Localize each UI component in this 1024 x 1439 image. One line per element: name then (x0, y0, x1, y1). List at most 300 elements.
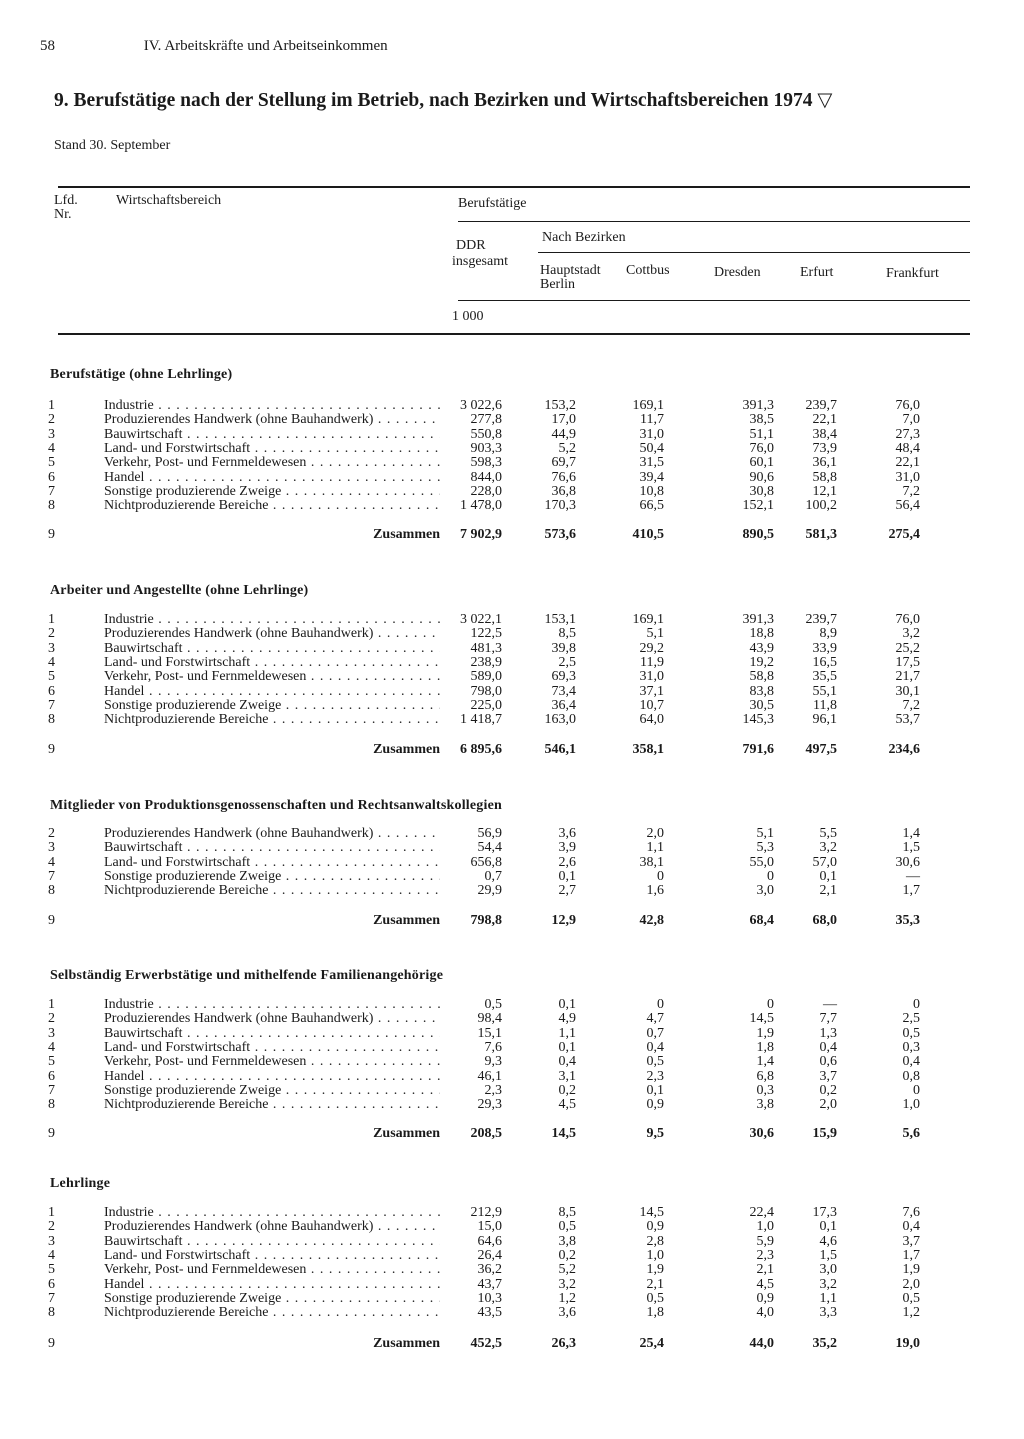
cell-value: 90,6 (749, 469, 774, 485)
cell-value: 76,0 (895, 398, 920, 413)
row-label: Sonstige produzierende Zweige . . . (104, 870, 440, 884)
cell-value: 153,2 (544, 398, 576, 413)
cell-value: 36,1 (812, 455, 837, 471)
row-number: 4 (48, 440, 55, 456)
total-value: 14,5 (551, 1126, 576, 1141)
cell-value: 3,9 (558, 840, 576, 856)
cell-value: 0,4 (558, 1054, 576, 1070)
row-label: Sonstige produzierende Zweige . . . (104, 1084, 440, 1098)
header-frankfurt: Frankfurt (886, 266, 939, 281)
header-wirtschaftsbereich: Wirtschaftsbereich (116, 193, 222, 208)
cell-value: 277,8 (470, 412, 502, 428)
total-label: Zusammen (373, 913, 440, 928)
cell-value: 163,0 (544, 712, 576, 728)
cell-value: 550,8 (470, 426, 502, 442)
row-number: 2 (48, 412, 55, 428)
row-number: 7 (48, 483, 55, 499)
cell-value: 6,8 (756, 1068, 774, 1084)
cell-value: 11,7 (640, 412, 664, 428)
cell-value: 238,9 (470, 654, 502, 670)
cell-value: 2,8 (646, 1233, 664, 1249)
cell-value: 1,4 (756, 1054, 774, 1070)
table-row (0, 656, 1000, 670)
table-row (0, 856, 1000, 870)
cell-value: 2,1 (819, 883, 837, 899)
cell-value: 33,9 (812, 640, 837, 656)
cell-value: 228,0 (470, 483, 502, 499)
cell-value: 55,1 (812, 683, 837, 699)
cell-value: 57,0 (812, 854, 837, 870)
cell-value: 76,0 (895, 612, 920, 627)
row-number: 5 (48, 669, 55, 685)
cell-value: 1,6 (646, 883, 664, 899)
cell-value: 0 (913, 1082, 920, 1098)
cell-value: 11,8 (813, 697, 837, 713)
cell-value: 31,5 (639, 455, 664, 471)
cell-value: 903,3 (470, 440, 502, 456)
total-value: 25,4 (639, 1336, 664, 1351)
row-label: Verkehr, Post- und Fernmeldewesen . . . (104, 1055, 440, 1069)
cell-value: 5,9 (756, 1233, 774, 1249)
cell-value: 1,7 (902, 1247, 920, 1263)
row-number: 7 (48, 1082, 55, 1098)
cell-value: 152,1 (742, 498, 774, 514)
cell-value: 798,0 (470, 683, 502, 699)
cell-value: 1 418,7 (460, 712, 502, 728)
total-row (0, 1127, 1000, 1141)
header-hauptstadt: Hauptstadt (540, 263, 601, 278)
cell-value: 22,1 (895, 455, 920, 471)
row-label: Bauwirtschaft . . . (104, 642, 440, 656)
total-value: 410,5 (632, 527, 664, 542)
total-value: 7 902,9 (460, 527, 502, 542)
row-number: 9 (48, 913, 55, 928)
cell-value: 31,0 (639, 669, 664, 685)
section-title: Arbeiter und Angestellte (ohne Lehrlinge) (50, 583, 309, 598)
cell-value: 4,9 (558, 1011, 576, 1027)
cell-value: 2,3 (756, 1247, 774, 1263)
cell-value: 76,6 (551, 469, 576, 485)
cell-value: 46,1 (477, 1068, 502, 1084)
cell-value: 0,9 (646, 1097, 664, 1113)
cell-value: 5,1 (646, 626, 664, 642)
cell-value: 3,0 (819, 1262, 837, 1278)
cell-value: 50,4 (639, 440, 664, 456)
cell-value: 38,1 (639, 854, 664, 870)
cell-value: 0,4 (819, 1039, 837, 1055)
row-number: 1 (48, 398, 55, 413)
cell-value: 0,1 (819, 1219, 837, 1235)
table-row (0, 998, 1000, 1012)
row-number: 8 (48, 1305, 55, 1321)
row-number: 3 (48, 1233, 55, 1249)
cell-value: 38,5 (749, 412, 774, 428)
cell-value: 3,1 (558, 1068, 576, 1084)
row-label: Sonstige produzierende Zweige . . . (104, 699, 440, 713)
cell-value: 3,2 (819, 840, 837, 856)
row-label: Bauwirtschaft . . . (104, 1027, 440, 1041)
row-number: 1 (48, 612, 55, 627)
cell-value: 31,0 (639, 426, 664, 442)
row-number: 6 (48, 469, 55, 485)
total-label: Zusammen (373, 1126, 440, 1141)
cell-value: 1,5 (902, 840, 920, 856)
cell-value: 5,2 (558, 440, 576, 456)
table-row (0, 713, 1000, 727)
cell-value: 4,5 (558, 1097, 576, 1113)
row-number: 8 (48, 712, 55, 728)
table-title: 9. Berufstätige nach der Stellung im Betrieb, nach Bezirken und Wirtschaftsbereichen 1974 ▽ (54, 90, 833, 111)
cell-value: 2,0 (646, 826, 664, 841)
cell-value: 66,5 (639, 498, 664, 514)
cell-value: 48,4 (895, 440, 920, 456)
cell-value: 58,8 (749, 669, 774, 685)
cell-value: 3,2 (819, 1276, 837, 1292)
cell-value: 64,0 (639, 712, 664, 728)
header-nach-bezirken: Nach Bezirken (542, 230, 626, 245)
total-value: 44,0 (749, 1336, 774, 1351)
cell-value: 5,2 (558, 1262, 576, 1278)
cell-value: 2,5 (558, 654, 576, 670)
table-row (0, 1220, 1000, 1234)
row-number: 1 (48, 1205, 55, 1220)
cell-value: 14,5 (639, 1205, 664, 1220)
total-value: 275,4 (888, 527, 920, 542)
cell-value: 0,6 (819, 1054, 837, 1070)
header-mid-rule (458, 300, 970, 301)
row-number: 6 (48, 1276, 55, 1292)
cell-value: 2,1 (756, 1262, 774, 1278)
row-number: 8 (48, 1097, 55, 1113)
row-number: 2 (48, 1011, 55, 1027)
cell-value: 0,7 (646, 1025, 664, 1041)
cell-value: 30,1 (895, 683, 920, 699)
table-row (0, 1263, 1000, 1277)
total-value: 15,9 (812, 1126, 837, 1141)
cell-value: 589,0 (470, 669, 502, 685)
table-row (0, 1235, 1000, 1249)
row-label: Land- und Forstwirtschaft . . . (104, 1249, 440, 1263)
cell-value: 98,4 (477, 1011, 502, 1027)
total-label: Zusammen (373, 1336, 440, 1351)
cell-value: 17,3 (812, 1205, 837, 1220)
cell-value: 30,8 (749, 483, 774, 499)
cell-value: 27,3 (895, 426, 920, 442)
row-label: Handel . . . (104, 471, 440, 485)
total-label: Zusammen (373, 527, 440, 542)
cell-value: 0,5 (902, 1290, 920, 1306)
total-value: 497,5 (805, 742, 837, 757)
row-number: 7 (48, 1290, 55, 1306)
table-row (0, 670, 1000, 684)
row-number: 8 (48, 883, 55, 899)
cell-value: 35,5 (812, 669, 837, 685)
cell-value: 43,5 (477, 1305, 502, 1321)
cell-value: 3,3 (819, 1305, 837, 1321)
cell-value: 37,1 (639, 683, 664, 699)
cell-value: 5,3 (756, 840, 774, 856)
total-value: 68,0 (812, 913, 837, 928)
row-label: Land- und Forstwirtschaft . . . (104, 856, 440, 870)
total-value: 798,8 (470, 913, 502, 928)
cell-value: 1,2 (902, 1305, 920, 1321)
row-number: 9 (48, 1336, 55, 1351)
row-label: Industrie . . . (104, 399, 440, 413)
row-number: 8 (48, 498, 55, 514)
table-row (0, 413, 1000, 427)
cell-value: 83,8 (749, 683, 774, 699)
row-number: 6 (48, 683, 55, 699)
page-number: 58 (40, 38, 55, 54)
total-value: 208,5 (470, 1126, 502, 1141)
cell-value: 22,1 (812, 412, 837, 428)
table-row (0, 1041, 1000, 1055)
row-number: 5 (48, 455, 55, 471)
cell-value: 3,8 (756, 1097, 774, 1113)
row-label: Sonstige produzierende Zweige . . . (104, 485, 440, 499)
row-label: Industrie . . . (104, 1206, 440, 1220)
total-value: 6 895,6 (460, 742, 502, 757)
cell-value: 0,4 (902, 1054, 920, 1070)
header-lfd: Lfd. (54, 193, 78, 208)
row-number: 5 (48, 1262, 55, 1278)
running-header (40, 38, 388, 55)
cell-value: 391,3 (742, 612, 774, 627)
row-number: 2 (48, 1219, 55, 1235)
row-number: 6 (48, 1068, 55, 1084)
cell-value: 7,0 (902, 412, 920, 428)
table-row (0, 870, 1000, 884)
section-title: Berufstätige (ohne Lehrlinge) (50, 367, 233, 382)
table-row (0, 1084, 1000, 1098)
cell-value: 0 (657, 997, 664, 1012)
cell-value: 22,4 (749, 1205, 774, 1220)
cell-value: 239,7 (805, 612, 837, 627)
cell-value: 145,3 (742, 712, 774, 728)
cell-value: 2,0 (902, 1276, 920, 1292)
cell-value: 2,1 (646, 1276, 664, 1292)
total-row (0, 1337, 1000, 1351)
total-value: 791,6 (742, 742, 774, 757)
cell-value: 29,2 (639, 640, 664, 656)
row-number: 2 (48, 826, 55, 841)
cell-value: 2,3 (484, 1082, 502, 1098)
total-value: 30,6 (749, 1126, 774, 1141)
section-title: Mitglieder von Produktionsgenossenschaften und Rechtsanwaltskollegien (50, 798, 502, 813)
header-cottbus: Cottbus (626, 263, 670, 278)
cell-value: 7,2 (902, 483, 920, 499)
row-number: 3 (48, 840, 55, 856)
cell-value: 3,7 (902, 1233, 920, 1249)
cell-value: 0,1 (819, 868, 837, 884)
cell-value: 1,7 (902, 883, 920, 899)
cell-value: 9,3 (484, 1054, 502, 1070)
row-label: Produzierendes Handwerk (ohne Bauhandwerk) . . . (104, 1012, 440, 1026)
table-subtitle: Stand 30. September (54, 138, 171, 153)
section-title: Lehrlinge (50, 1176, 111, 1191)
cell-value: 1,1 (819, 1290, 837, 1306)
cell-value: 0,5 (558, 1219, 576, 1235)
cell-value: 14,5 (749, 1011, 774, 1027)
cell-value: 69,7 (551, 455, 576, 471)
row-label: Bauwirtschaft . . . (104, 841, 440, 855)
cell-value: 19,2 (749, 654, 774, 670)
berufstaetige-rule (458, 221, 970, 222)
row-label: Bauwirtschaft . . . (104, 1235, 440, 1249)
cell-value: 7,7 (819, 1011, 837, 1027)
cell-value: 15,0 (477, 1219, 502, 1235)
table-row (0, 1055, 1000, 1069)
row-label: Land- und Forstwirtschaft . . . (104, 1041, 440, 1055)
cell-value: 1 478,0 (460, 498, 502, 514)
header-erfurt: Erfurt (800, 265, 834, 280)
cell-value: 1,0 (756, 1219, 774, 1235)
total-value: 68,4 (749, 913, 774, 928)
cell-value: 100,2 (805, 498, 837, 514)
cell-value: 1,8 (646, 1305, 664, 1321)
cell-value: 0,7 (484, 868, 502, 884)
table-row (0, 428, 1000, 442)
cell-value: 30,6 (895, 854, 920, 870)
chapter-title: IV. Arbeitskräfte und Arbeitseinkommen (143, 38, 388, 54)
row-label: Nichtproduzierende Bereiche . . . (104, 1306, 440, 1320)
cell-value: 1,3 (819, 1025, 837, 1041)
row-number: 4 (48, 854, 55, 870)
cell-value: 4,0 (756, 1305, 774, 1321)
cell-value: 96,1 (812, 712, 837, 728)
header-dresden: Dresden (714, 265, 761, 280)
cell-value: 8,9 (819, 626, 837, 642)
cell-value: 12,1 (812, 483, 837, 499)
cell-value: 29,9 (477, 883, 502, 899)
table-row (0, 1027, 1000, 1041)
table-row (0, 613, 1000, 627)
row-number: 4 (48, 654, 55, 670)
header-top-rule (58, 186, 970, 188)
cell-value: 212,9 (470, 1205, 502, 1220)
cell-value: 11,9 (640, 654, 664, 670)
row-label: Produzierendes Handwerk (ohne Bauhandwerk) . . . (104, 1220, 440, 1234)
row-number: 3 (48, 1025, 55, 1041)
cell-value: — (823, 997, 837, 1012)
row-label: Produzierendes Handwerk (ohne Bauhandwerk) . . . (104, 827, 440, 841)
table-row (0, 841, 1000, 855)
row-number: 7 (48, 868, 55, 884)
cell-value: 3,2 (558, 1276, 576, 1292)
cell-value: 4,5 (756, 1276, 774, 1292)
row-number: 4 (48, 1247, 55, 1263)
row-number: 1 (48, 997, 55, 1012)
table-row (0, 442, 1000, 456)
table-row (0, 685, 1000, 699)
cell-value: 153,1 (544, 612, 576, 627)
cell-value: 0,2 (819, 1082, 837, 1098)
total-value: 35,2 (812, 1336, 837, 1351)
cell-value: 7,6 (484, 1039, 502, 1055)
row-number: 5 (48, 1054, 55, 1070)
row-number: 9 (48, 1126, 55, 1141)
row-label: Produzierendes Handwerk (ohne Bauhandwerk) . . . (104, 413, 440, 427)
cell-value: 54,4 (477, 840, 502, 856)
cell-value: 225,0 (470, 697, 502, 713)
cell-value: 17,5 (895, 654, 920, 670)
total-row (0, 743, 1000, 757)
total-label: Zusammen (373, 742, 440, 757)
cell-value: 21,7 (895, 669, 920, 685)
cell-value: 1,1 (646, 840, 664, 856)
header-bottom-rule (58, 333, 970, 335)
cell-value: 3,6 (558, 826, 576, 841)
cell-value: 64,6 (477, 1233, 502, 1249)
cell-value: 36,2 (477, 1262, 502, 1278)
cell-value: 3,8 (558, 1233, 576, 1249)
cell-value: 0 (767, 997, 774, 1012)
table-row (0, 884, 1000, 898)
header-insgesamt: insgesamt (452, 254, 508, 269)
header-unit: 1 000 (452, 309, 484, 324)
cell-value: 10,3 (477, 1290, 502, 1306)
cell-value: 15,1 (477, 1025, 502, 1041)
cell-value: 0 (657, 868, 664, 884)
cell-value: 1,9 (902, 1262, 920, 1278)
cell-value: 73,9 (812, 440, 837, 456)
cell-value: 0,5 (902, 1025, 920, 1041)
cell-value: 1,0 (902, 1097, 920, 1113)
cell-value: 18,8 (749, 626, 774, 642)
header-nr: Nr. (54, 207, 72, 222)
cell-value: 239,7 (805, 398, 837, 413)
cell-value: 0,1 (558, 868, 576, 884)
cell-value: 36,8 (551, 483, 576, 499)
total-row (0, 914, 1000, 928)
cell-value: 1,9 (756, 1025, 774, 1041)
cell-value: 1,0 (646, 1247, 664, 1263)
cell-value: 0,5 (484, 997, 502, 1012)
table-row (0, 456, 1000, 470)
total-value: 9,5 (646, 1126, 664, 1141)
total-value: 452,5 (470, 1336, 502, 1351)
cell-value: 0,1 (558, 997, 576, 1012)
cell-value: 169,1 (632, 398, 664, 413)
total-value: 890,5 (742, 527, 774, 542)
row-number: 3 (48, 640, 55, 656)
cell-value: 2,0 (819, 1097, 837, 1113)
total-value: 546,1 (544, 742, 576, 757)
table-row (0, 1292, 1000, 1306)
table-row (0, 1278, 1000, 1292)
row-number: 3 (48, 426, 55, 442)
row-label: Handel . . . (104, 1278, 440, 1292)
cell-value: 43,9 (749, 640, 774, 656)
row-label: Land- und Forstwirtschaft . . . (104, 442, 440, 456)
table-row (0, 1098, 1000, 1112)
row-label: Industrie . . . (104, 998, 440, 1012)
cell-value: 1,9 (646, 1262, 664, 1278)
cell-value: 56,9 (477, 826, 502, 841)
cell-value: 3,2 (902, 626, 920, 642)
table-row (0, 1249, 1000, 1263)
row-label: Verkehr, Post- und Fernmeldewesen . . . (104, 670, 440, 684)
cell-value: 481,3 (470, 640, 502, 656)
cell-value: 1,4 (902, 826, 920, 841)
cell-value: 51,1 (749, 426, 774, 442)
cell-value: 170,3 (544, 498, 576, 514)
cell-value: 53,7 (895, 712, 920, 728)
section-title: Selbständig Erwerbstätige und mithelfende Familienangehörige (50, 968, 444, 983)
cell-value: 2,3 (646, 1068, 664, 1084)
cell-value: 8,5 (558, 626, 576, 642)
row-label: Nichtproduzierende Bereiche . . . (104, 499, 440, 513)
